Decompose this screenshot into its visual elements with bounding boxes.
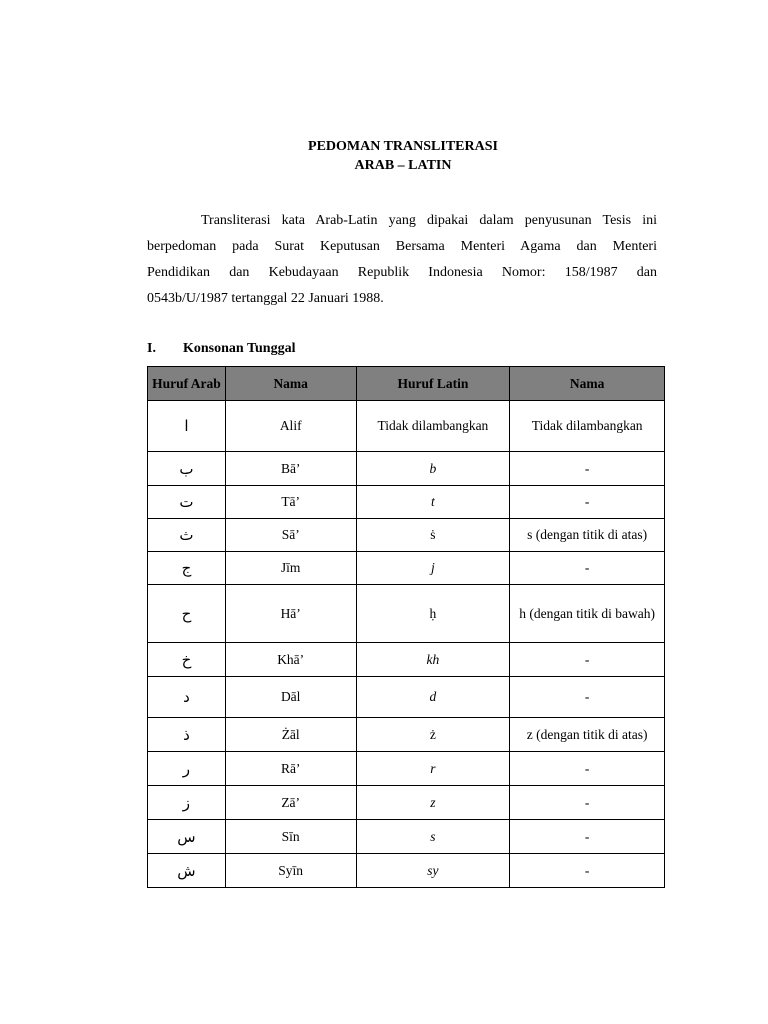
cell-latin: s xyxy=(356,820,510,854)
cell-arab: س xyxy=(148,820,226,854)
cell-latin: sy xyxy=(356,854,510,888)
cell-keterangan: - xyxy=(510,820,665,854)
cell-arab: ح xyxy=(148,585,226,643)
cell-keterangan: - xyxy=(510,452,665,486)
cell-nama: Khā’ xyxy=(225,643,356,677)
cell-keterangan: z (dengan titik di atas) xyxy=(510,718,665,752)
table-row xyxy=(148,585,665,643)
cell-keterangan: - xyxy=(510,643,665,677)
cell-arab: ا xyxy=(148,401,226,452)
cell-latin: t xyxy=(356,486,510,519)
table-row xyxy=(148,820,665,854)
table-row xyxy=(148,552,665,585)
cell-nama: Jīm xyxy=(225,552,356,585)
cell-nama: Zā’ xyxy=(225,786,356,820)
cell-arab: ث xyxy=(148,519,226,552)
cell-arab: خ xyxy=(148,643,226,677)
document-title: PEDOMAN TRANSLITERASI xyxy=(308,139,498,154)
cell-keterangan: - xyxy=(510,786,665,820)
cell-nama: Sīn xyxy=(225,820,356,854)
cell-nama: Rā’ xyxy=(225,752,356,786)
cell-keterangan: - xyxy=(510,552,665,585)
cell-nama: Żāl xyxy=(225,718,356,752)
cell-nama: Syīn xyxy=(225,854,356,888)
table-row xyxy=(148,452,665,486)
section-number: I. xyxy=(147,341,156,356)
table-row xyxy=(148,643,665,677)
intro-line: 0543b/U/1987 tertanggal 22 Januari 1988. xyxy=(147,291,384,306)
cell-arab: ر xyxy=(148,752,226,786)
table-row xyxy=(148,718,665,752)
cell-nama: Bā’ xyxy=(225,452,356,486)
cell-arab: ج xyxy=(148,552,226,585)
table-row xyxy=(148,519,665,552)
table-row xyxy=(148,677,665,718)
cell-latin: ż xyxy=(356,718,510,752)
cell-arab: ش xyxy=(148,854,226,888)
cell-latin: Tidak dilambangkan xyxy=(356,401,510,452)
cell-keterangan: Tidak dilambangkan xyxy=(510,401,665,452)
header-huruf-latin: Huruf Latin xyxy=(356,367,510,401)
header-nama-keterangan: Nama xyxy=(510,367,665,401)
intro-line: Pendidikan dan Kebudayaan Republik Indonesia Nomor: 158/1987 dan xyxy=(147,265,657,280)
intro-paragraph xyxy=(147,208,657,312)
header-huruf-arab: Huruf Arab xyxy=(148,367,226,401)
table-row xyxy=(148,854,665,888)
cell-latin: d xyxy=(356,677,510,718)
table-row xyxy=(148,401,665,452)
cell-keterangan: h (dengan titik di bawah) xyxy=(510,585,665,643)
cell-keterangan: - xyxy=(510,752,665,786)
cell-arab: ذ xyxy=(148,718,226,752)
cell-latin: j xyxy=(356,552,510,585)
header-nama: Nama xyxy=(225,367,356,401)
cell-keterangan: s (dengan titik di atas) xyxy=(510,519,665,552)
cell-latin: r xyxy=(356,752,510,786)
cell-keterangan: - xyxy=(510,677,665,718)
cell-latin: kh xyxy=(356,643,510,677)
table-row xyxy=(148,786,665,820)
table-row xyxy=(148,486,665,519)
transliteration-table xyxy=(147,366,665,888)
cell-arab: د xyxy=(148,677,226,718)
table-row xyxy=(148,752,665,786)
cell-nama: Hā’ xyxy=(225,585,356,643)
cell-latin: ṡ xyxy=(356,519,510,552)
intro-line: Transliterasi kata Arab-Latin yang dipakai dalam penyusunan Tesis ini xyxy=(201,213,657,228)
document-subtitle: ARAB – LATIN xyxy=(354,158,452,173)
cell-keterangan: - xyxy=(510,854,665,888)
cell-nama: Sā’ xyxy=(225,519,356,552)
cell-latin: z xyxy=(356,786,510,820)
cell-arab: ت xyxy=(148,486,226,519)
section-title: Konsonan Tunggal xyxy=(183,341,296,356)
cell-latin: ḥ xyxy=(356,585,510,643)
table-header-row xyxy=(148,367,665,401)
cell-nama: Tā’ xyxy=(225,486,356,519)
cell-arab: ب xyxy=(148,452,226,486)
section-heading xyxy=(147,339,295,358)
cell-keterangan: - xyxy=(510,486,665,519)
intro-line: berpedoman pada Surat Keputusan Bersama Menteri Agama dan Menteri xyxy=(147,239,657,254)
cell-arab: ز xyxy=(148,786,226,820)
cell-nama: Dāl xyxy=(225,677,356,718)
cell-latin: b xyxy=(356,452,510,486)
cell-nama: Alif xyxy=(225,401,356,452)
